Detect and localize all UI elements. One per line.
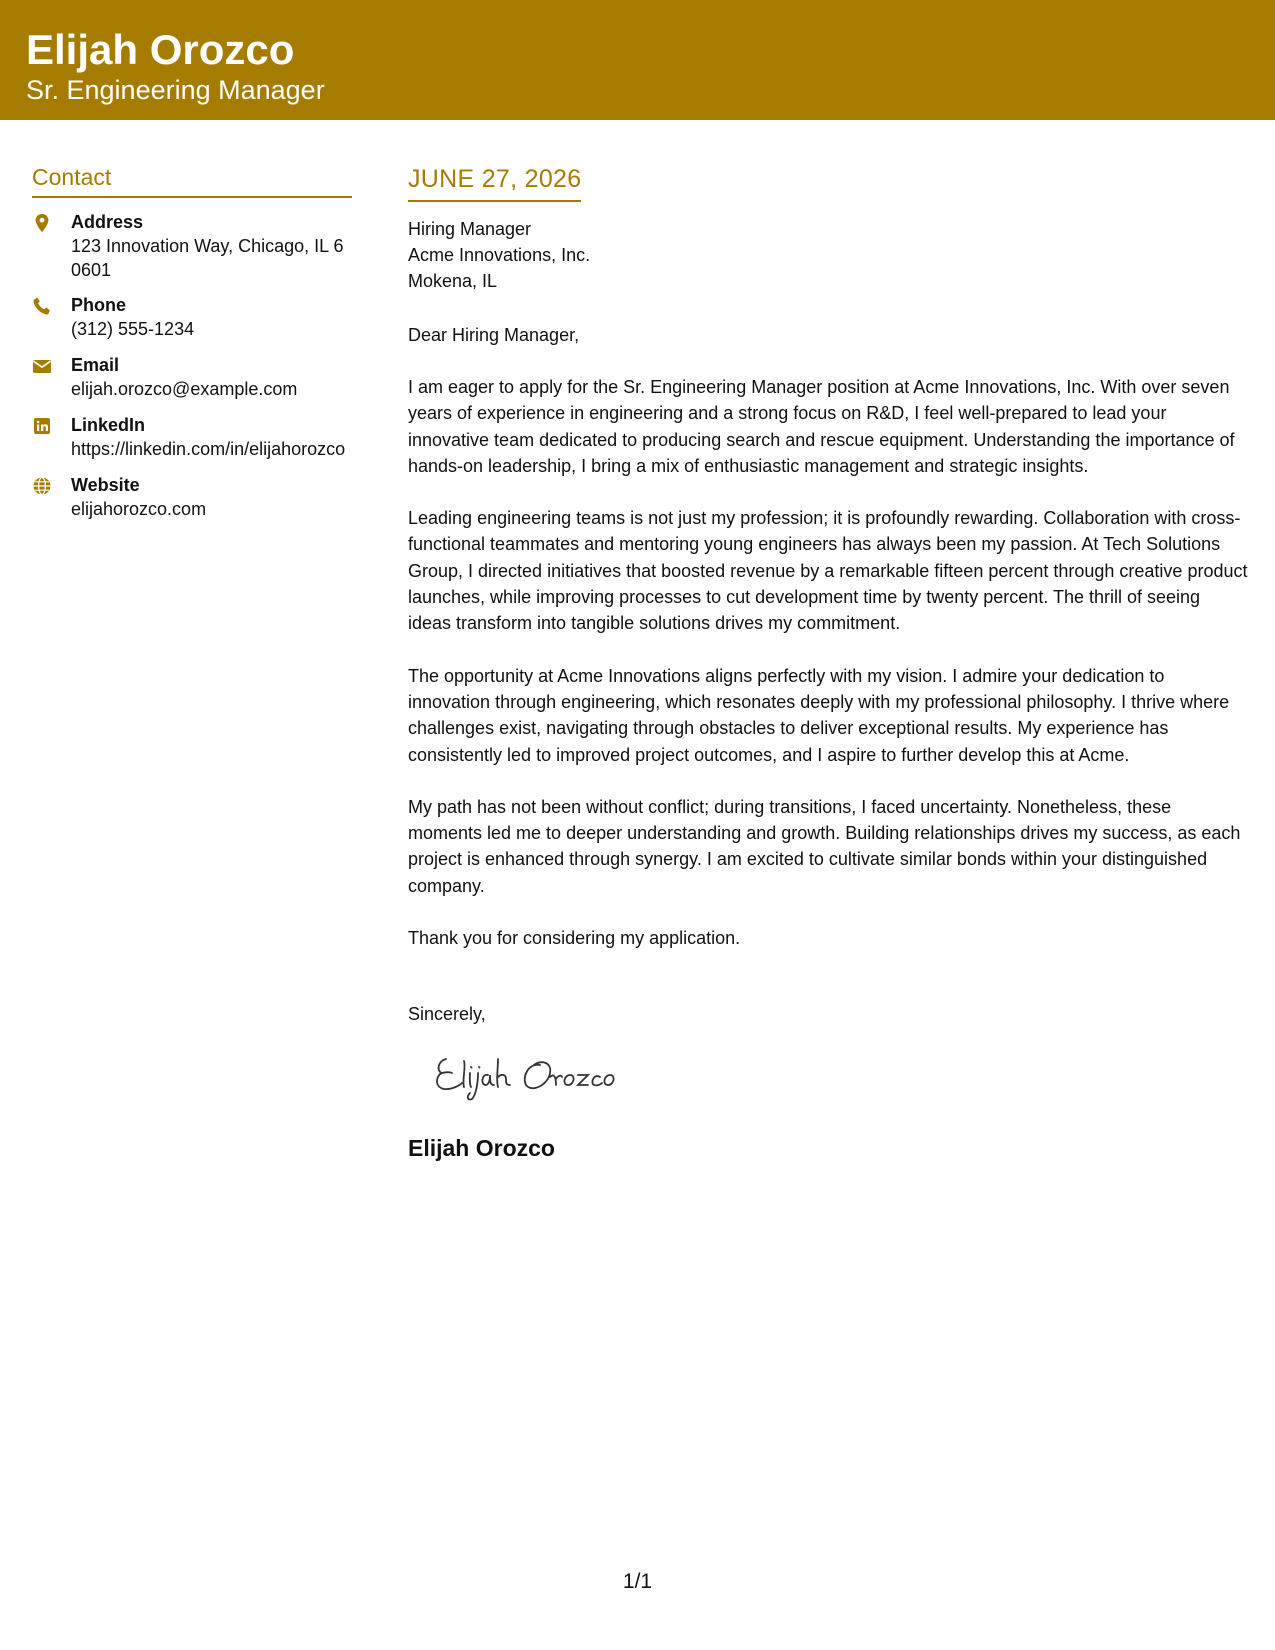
letter-paragraph: My path has not been without conflict; during transitions, I faced uncertainty. Nonetheless, these moments led me to deeper understanding and growth. Building relationships drives my success, as each project is enhanced through synergy. I am excited to cultivate similar bonds within your distinguished company. [408, 796, 1241, 896]
recipient-line: Acme Innovations, Inc. [408, 245, 591, 265]
contact-heading: Contact [32, 162, 352, 198]
contact-address [32, 210, 352, 282]
greeting: Dear Hiring Manager, [408, 325, 580, 345]
email-value[interactable]: elijah.orozco@example.com [71, 379, 298, 399]
letter-paragraph: Leading engineering teams is not just my profession; it is profoundly rewarding. Collaboration with cross-functional teammates and mentoring young engineers has always been my passion. At Tech Solutions Group, I directed initiatives that boosted revenue by a remarkable fifteen percent through creative product launches, while improving processes to cut development time by twenty percent. The thrill of seeing ideas transform into tangible solutions drives my commitment. [408, 508, 1248, 634]
email-label: Email [71, 355, 120, 375]
letter-paragraph: The opportunity at Acme Innovations aligns perfectly with my vision. I admire your dedication to innovation through engineering, which resonates deeply with my professional philosophy. I thrive where challenges exist, navigating through obstacles to deliver exceptional results. My experience has consistently led to improved project outcomes, and I aspire to further develop this at Acme. [408, 665, 1230, 765]
address-value: 123 Innovation Way, Chicago, IL 60601 [71, 236, 344, 280]
letter-date: JUNE 27, 2026 [408, 162, 581, 202]
signature-image [432, 1037, 672, 1107]
signature-name: Elijah Orozco [408, 1135, 555, 1162]
linkedin-label: LinkedIn [71, 415, 146, 435]
recipient-block [408, 216, 1248, 294]
contact-phone [32, 293, 352, 341]
recipient-line: Hiring Manager [408, 219, 532, 239]
website-value[interactable]: elijahorozco.com [71, 499, 207, 519]
candidate-name: Elijah Orozco [26, 26, 295, 73]
letter-paragraph: I am eager to apply for the Sr. Engineering Manager position at Acme Innovations, Inc. With over seven years of experience in engineering and a strong focus on R&D, I feel well-prepared to lead your innovative team dedicated to producing search and rescue equipment. Understanding the importance of hands-on leadership, I bring a mix of enthusiastic management and strategic insights. [408, 377, 1235, 476]
contact-sidebar [32, 162, 352, 521]
letter-body [408, 162, 1248, 1177]
map-pin-icon [32, 213, 52, 233]
contact-email [32, 353, 352, 401]
closing: Sincerely, [408, 1004, 486, 1025]
globe-icon [32, 476, 52, 496]
phone-label: Phone [71, 295, 127, 315]
signature-area [408, 1027, 1248, 1177]
header-banner [0, 0, 1275, 120]
phone-value: (312) 555-1234 [71, 319, 195, 339]
contact-linkedin [32, 413, 352, 461]
candidate-title: Sr. Engineering Manager [26, 75, 325, 105]
envelope-icon [32, 356, 52, 376]
linkedin-value[interactable]: https://linkedin.com/in/elijahorozco [71, 439, 346, 459]
recipient-line: Mokena, IL [408, 271, 498, 291]
phone-icon [32, 296, 52, 316]
letter-paragraph: Thank you for considering my application. [408, 928, 741, 949]
address-label: Address [71, 212, 144, 232]
page-number: 1/1 [622, 1570, 653, 1593]
linkedin-icon [32, 416, 52, 436]
contact-website [32, 473, 352, 521]
website-label: Website [71, 475, 140, 495]
